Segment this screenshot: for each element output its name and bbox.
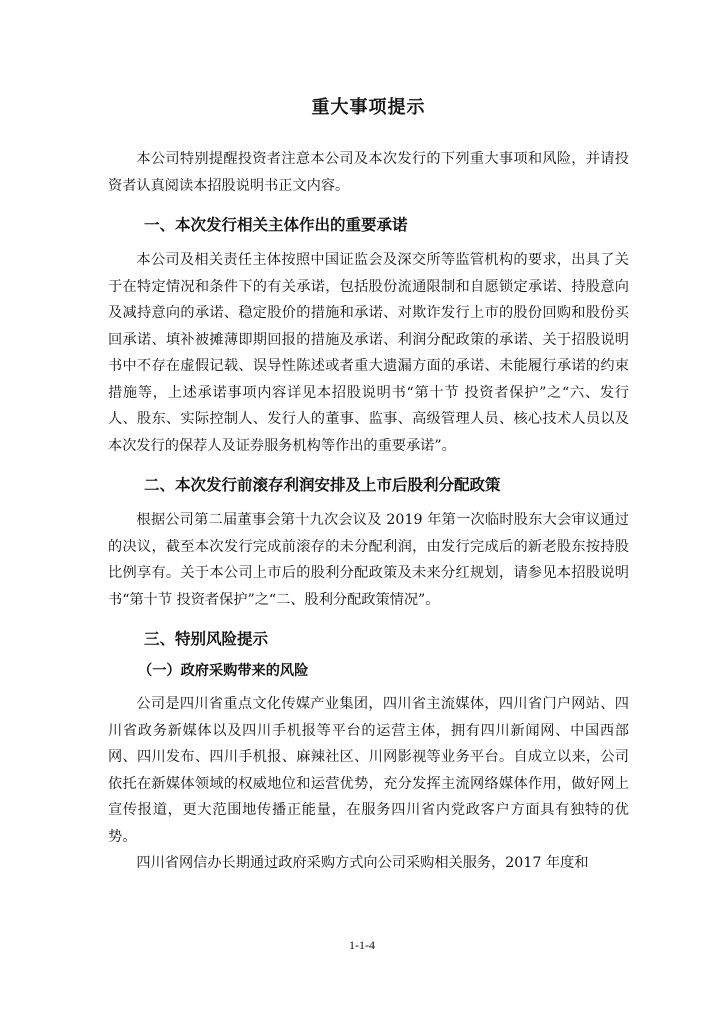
intro-paragraph: 本公司特别提醒投资者注意本公司及本次发行的下列重大事项和风险，并请投资者认真阅读本招股说明书正文内容。 bbox=[108, 151, 629, 194]
section-heading-risk-warnings: 三、特别风险提示 bbox=[144, 630, 269, 648]
risk-paragraph-1: 公司是四川省重点文化传媒产业集团，四川省主流媒体，四川省门户网站、四川省政务新媒体以及四川手机报等平台的运营主体，拥有四川新闻网、中国西部网、四川发布、四川手机报、麻辣社区、川网影视等业务平台。自成立以来，公司依托在新媒体领域的权威地位和运营优势，充分发挥主流网络媒体作用，做好网上宣传报道，更大范围地传播正能量，在服务四川省内党政客户方面具有独特的优势。 bbox=[108, 696, 629, 845]
document-title: 重大事项提示 bbox=[311, 97, 426, 118]
document-page bbox=[108, 96, 629, 877]
commitments-paragraph: 本公司及相关责任主体按照中国证监会及深交所等监管机构的要求，出具了关于在特定情况和条件下的有关承诺，包括股份流通限制和自愿锁定承诺、持股意向及减持意向的承诺、稳定股价的措施和承诺、对欺诈发行上市的股份回购和股份买回承诺、填补被摊薄即期回报的措施及承诺、利润分配政策的承诺、关于招股说明书中不存在虚假记载、误导性陈述或者重大遗漏方面的承诺、未能履行承诺的约束措施等，上述承诺事项内容详见本招股说明书“第十节 投资者保护”之“六、发行人、股东、实际控制人、发行人的董事、监事、高级管理人员、核心技术人员以及本次发行的保荐人及证券服务机构等作出的重要承诺”。 bbox=[108, 252, 629, 454]
section-heading-commitments: 一、本次发行相关主体作出的重要承诺 bbox=[144, 216, 408, 234]
section-heading-dividend-policy: 二、本次发行前滚存利润安排及上市后股利分配政策 bbox=[144, 476, 501, 494]
risk-paragraph-2: 四川省网信办长期通过政府采购方式向公司采购相关服务，2017 年度和 bbox=[136, 855, 589, 871]
dividend-policy-paragraph: 根据公司第二届董事会第十九次会议及 2019 年第一次临时股东大会审议通过的决议，截至本次发行完成前滚存的未分配利润，由发行完成后的新老股东按持股比例享有。关于本公司上市后的股利分配政策及未来分红规划，请参见本招股说明书“第十节 投资者保护”之“二、股利分配政策情况”。 bbox=[108, 512, 629, 608]
page-number: 1-1-4 bbox=[349, 938, 375, 952]
subheading-government-procurement-risk: （一）政府采购带来的风险 bbox=[138, 663, 309, 679]
